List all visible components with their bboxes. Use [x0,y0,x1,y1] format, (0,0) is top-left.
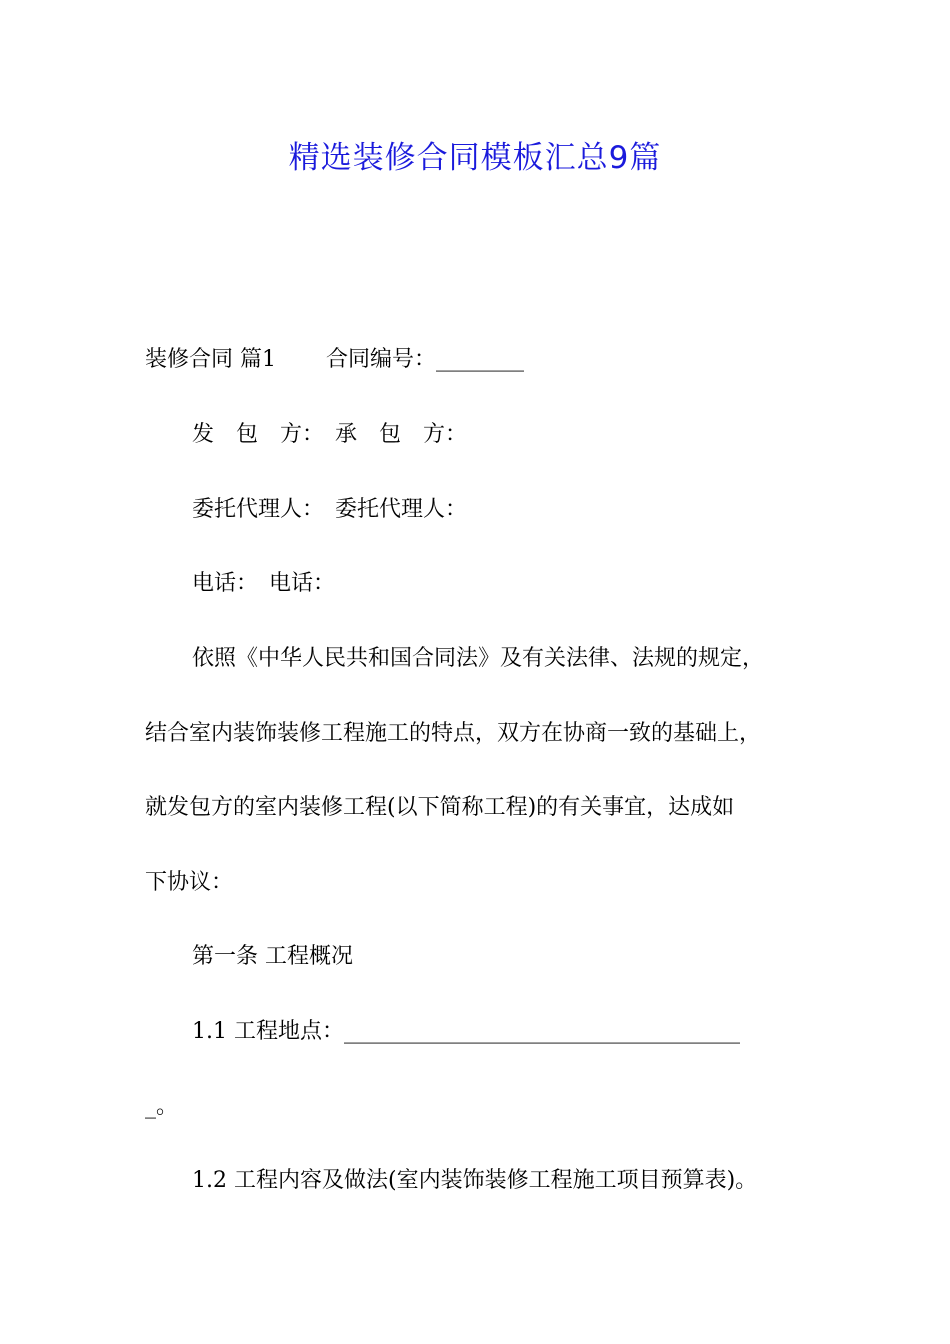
phone-line: 电话： 电话： [192,571,336,596]
project-location-line: 1.1 工程地点：____________________________________ [192,1019,740,1044]
article-one-heading: 第一条 工程概况 [192,944,353,969]
body-paragraph-line-2: 结合室内装饰装修工程施工的特点，双方在协商一致的基础上， [145,721,762,746]
project-location-continuation: _。 [145,1094,179,1119]
contract-section-label: 装修合同 篇1 [145,347,276,372]
document-title: 精选装修合同模板汇总9篇 [288,140,662,176]
project-content-line: 1.2 工程内容及做法(室内装饰装修工程施工项目预算表)。 [192,1168,758,1193]
party-line: 发 包 方： 承 包 方： [192,422,468,447]
body-paragraph-line-3: 就发包方的室内装修工程(以下简称工程)的有关事宜，达成如 [145,795,735,820]
body-paragraph-line-4: 下协议： [145,870,234,895]
body-paragraph-line-1: 依照《中华人民共和国合同法》及有关法律、法规的规定， [192,646,765,671]
contract-heading [145,345,524,375]
contract-number-field: 合同编号：________ [326,347,525,372]
agent-line: 委托代理人： 委托代理人： [192,497,468,522]
